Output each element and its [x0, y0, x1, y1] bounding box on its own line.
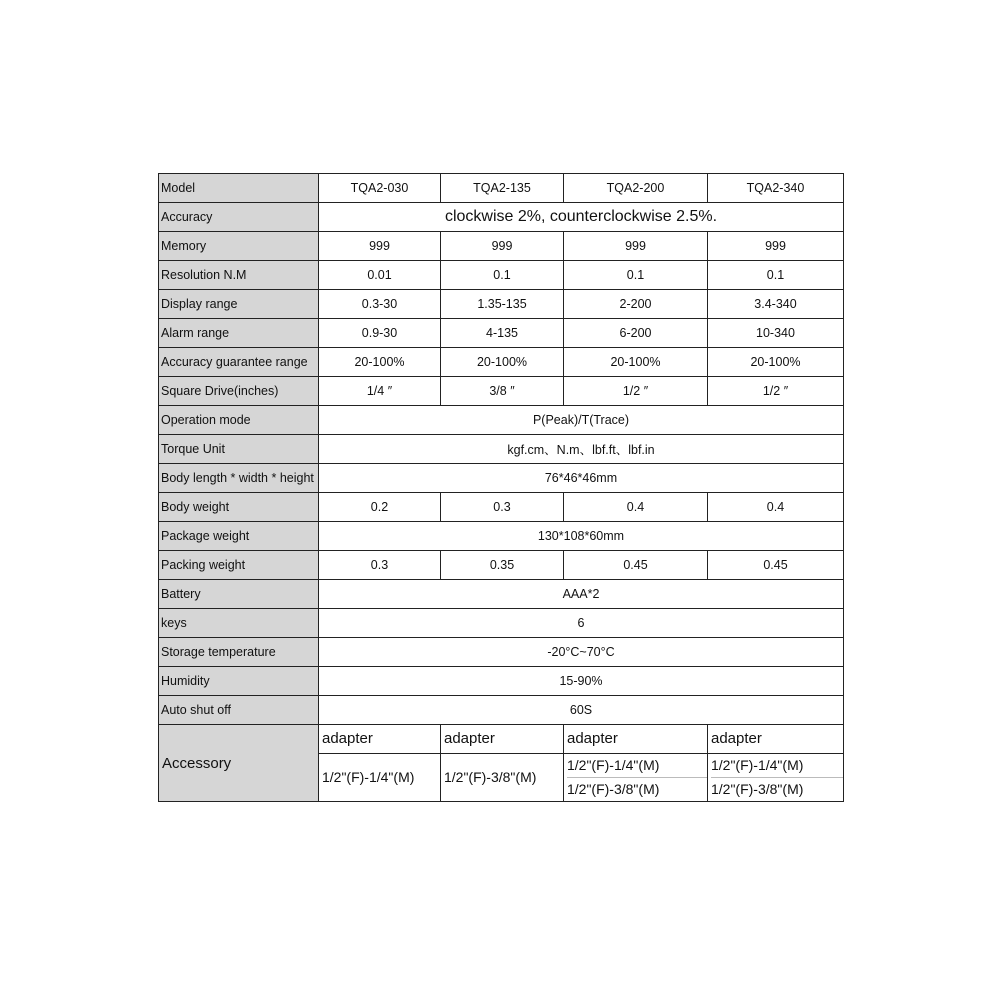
- cell-value: 1.35-135: [441, 290, 564, 319]
- cell-value: 6: [319, 609, 844, 638]
- cell-value: 15-90%: [319, 667, 844, 696]
- accessory-title: adapter: [708, 725, 843, 754]
- accessory-cell: [564, 725, 708, 802]
- cell-value: 0.45: [564, 551, 708, 580]
- cell-value: 1/2 ″: [564, 377, 708, 406]
- row-battery: [159, 580, 844, 609]
- row-memory: [159, 232, 844, 261]
- cell-value: 60S: [319, 696, 844, 725]
- accessory-cell: [319, 725, 441, 802]
- row-label: Body weight: [159, 493, 319, 522]
- row-storage-temperature: [159, 638, 844, 667]
- cell-value: 0.3-30: [319, 290, 441, 319]
- accessory-title: adapter: [564, 725, 707, 754]
- model-header: TQA2-340: [708, 174, 844, 203]
- cell-value: 0.01: [319, 261, 441, 290]
- row-label: Storage temperature: [159, 638, 319, 667]
- cell-value: 0.3: [319, 551, 441, 580]
- row-label: Package weight: [159, 522, 319, 551]
- cell-value: 0.45: [708, 551, 844, 580]
- cell-value: 0.1: [441, 261, 564, 290]
- cell-value: 0.35: [441, 551, 564, 580]
- cell-value: 4-135: [441, 319, 564, 348]
- cell-value: 2-200: [564, 290, 708, 319]
- row-alarm-range: [159, 319, 844, 348]
- row-humidity: [159, 667, 844, 696]
- row-packing-weight: [159, 551, 844, 580]
- accessory-cell: [708, 725, 844, 802]
- accessory-item: 1/2"(F)-3/8"(M): [567, 777, 707, 801]
- cell-value: 0.1: [708, 261, 844, 290]
- row-label: Memory: [159, 232, 319, 261]
- cell-value: 0.2: [319, 493, 441, 522]
- cell-value: 999: [441, 232, 564, 261]
- cell-value: 1/2 ″: [708, 377, 844, 406]
- row-label: Accessory: [159, 725, 319, 802]
- cell-value: 10-340: [708, 319, 844, 348]
- row-label: Accuracy: [159, 203, 319, 232]
- model-header: TQA2-200: [564, 174, 708, 203]
- cell-value: 130*108*60mm: [319, 522, 844, 551]
- cell-value: kgf.cm、N.m、lbf.ft、lbf.in: [319, 435, 844, 464]
- row-label: keys: [159, 609, 319, 638]
- model-header: TQA2-030: [319, 174, 441, 203]
- cell-value: 1/4 ″: [319, 377, 441, 406]
- row-label: Battery: [159, 580, 319, 609]
- cell-value: 999: [319, 232, 441, 261]
- row-body-weight: [159, 493, 844, 522]
- row-package-weight: [159, 522, 844, 551]
- cell-value: 6-200: [564, 319, 708, 348]
- model-header: TQA2-135: [441, 174, 564, 203]
- cell-value: 0.1: [564, 261, 708, 290]
- row-body-size: [159, 464, 844, 493]
- accessory-cell: [441, 725, 564, 802]
- row-display-range: [159, 290, 844, 319]
- accessory-item: 1/2"(F)-3/8"(M): [711, 777, 843, 801]
- row-label: Operation mode: [159, 406, 319, 435]
- accessory-title: adapter: [319, 725, 440, 754]
- cell-value: 20-100%: [564, 348, 708, 377]
- cell-value: 0.9-30: [319, 319, 441, 348]
- cell-value: AAA*2: [319, 580, 844, 609]
- row-label: Torque Unit: [159, 435, 319, 464]
- row-label: Body length * width * height: [159, 464, 319, 493]
- cell-value: clockwise 2%, counterclockwise 2.5%.: [319, 203, 844, 232]
- cell-value: 76*46*46mm: [319, 464, 844, 493]
- cell-value: 0.4: [708, 493, 844, 522]
- cell-value: 20-100%: [708, 348, 844, 377]
- row-label: Alarm range: [159, 319, 319, 348]
- accessory-item: 1/2"(F)-1/4"(M): [711, 757, 804, 773]
- row-label: Resolution N.M: [159, 261, 319, 290]
- cell-value: 999: [564, 232, 708, 261]
- row-label: Square Drive(inches): [159, 377, 319, 406]
- accessory-item: 1/2"(F)-3/8"(M): [444, 769, 537, 785]
- accessory-item: 1/2"(F)-1/4"(M): [322, 769, 415, 785]
- row-model: [159, 174, 844, 203]
- accessory-title: adapter: [441, 725, 563, 754]
- row-operation-mode: [159, 406, 844, 435]
- row-keys: [159, 609, 844, 638]
- row-label: Accuracy guarantee range: [159, 348, 319, 377]
- cell-value: 3/8 ″: [441, 377, 564, 406]
- row-label: Model: [159, 174, 319, 203]
- cell-value: P(Peak)/T(Trace): [319, 406, 844, 435]
- cell-value: 3.4-340: [708, 290, 844, 319]
- row-accessory: [159, 725, 844, 802]
- row-square-drive: [159, 377, 844, 406]
- accessory-item: 1/2"(F)-1/4"(M): [567, 757, 660, 773]
- row-accuracy-guarantee: [159, 348, 844, 377]
- cell-value: 20-100%: [319, 348, 441, 377]
- row-label: Humidity: [159, 667, 319, 696]
- spec-table: [158, 173, 844, 802]
- row-auto-shut-off: [159, 696, 844, 725]
- row-label: Auto shut off: [159, 696, 319, 725]
- row-label: Packing weight: [159, 551, 319, 580]
- cell-value: -20°C~70°C: [319, 638, 844, 667]
- cell-value: 20-100%: [441, 348, 564, 377]
- row-label: Display range: [159, 290, 319, 319]
- cell-value: 0.3: [441, 493, 564, 522]
- row-resolution: [159, 261, 844, 290]
- row-torque-unit: [159, 435, 844, 464]
- cell-value: 999: [708, 232, 844, 261]
- cell-value: 0.4: [564, 493, 708, 522]
- row-accuracy: [159, 203, 844, 232]
